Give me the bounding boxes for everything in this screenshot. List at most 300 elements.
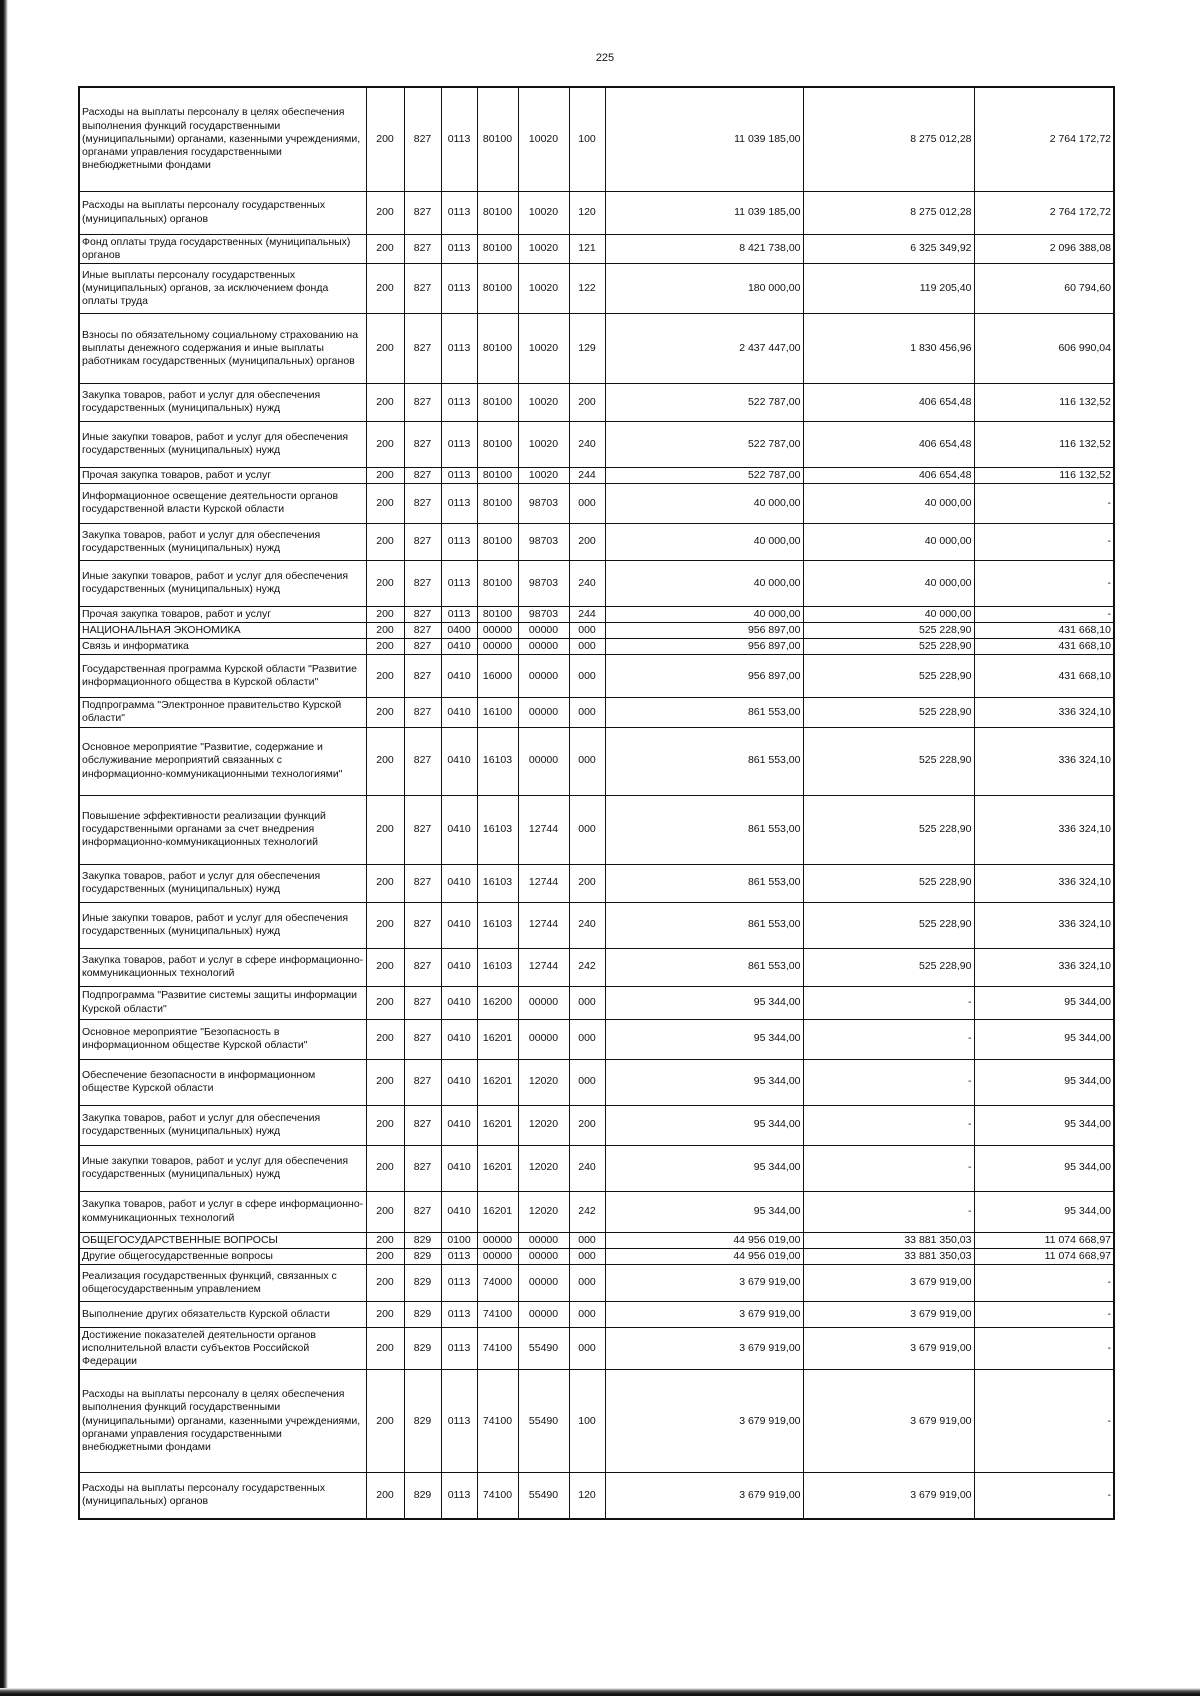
amount-remaining: 431 668,10 (974, 639, 1114, 655)
code-admin: 200 (366, 986, 404, 1019)
code-ministry: 829 (404, 1370, 441, 1473)
amount-plan: 522 787,00 (605, 467, 803, 483)
code-expense-type: 000 (569, 1059, 605, 1105)
code-program: 80100 (477, 560, 518, 606)
code-program: 80100 (477, 523, 518, 560)
code-ministry: 827 (404, 1191, 441, 1232)
code-direction: 10020 (518, 383, 569, 421)
code-admin: 200 (366, 948, 404, 986)
amount-remaining: 95 344,00 (974, 1145, 1114, 1191)
code-section: 0410 (441, 1105, 477, 1145)
code-expense-type: 100 (569, 1370, 605, 1473)
code-admin: 200 (366, 560, 404, 606)
table-row (79, 483, 1114, 523)
table-row (79, 1232, 1114, 1248)
code-ministry: 827 (404, 383, 441, 421)
code-admin: 200 (366, 1248, 404, 1264)
row-name: Прочая закупка товаров, работ и услуг (79, 606, 366, 622)
amount-remaining: 116 132,52 (974, 467, 1114, 483)
amount-executed: 33 881 350,03 (803, 1248, 974, 1264)
code-direction: 00000 (518, 1232, 569, 1248)
amount-executed: 525 228,90 (803, 655, 974, 698)
amount-remaining: 95 344,00 (974, 1105, 1114, 1145)
table-row (79, 639, 1114, 655)
row-name: Расходы на выплаты персоналу государственных (муниципальных) органов (79, 191, 366, 234)
code-expense-type: 200 (569, 864, 605, 902)
code-admin: 200 (366, 864, 404, 902)
code-expense-type: 000 (569, 1327, 605, 1369)
amount-plan: 861 553,00 (605, 795, 803, 864)
amount-executed: 406 654,48 (803, 467, 974, 483)
code-admin: 200 (366, 1264, 404, 1301)
code-direction: 98703 (518, 606, 569, 622)
code-section: 0113 (441, 1264, 477, 1301)
amount-executed: 3 679 919,00 (803, 1301, 974, 1327)
amount-plan: 3 679 919,00 (605, 1301, 803, 1327)
code-expense-type: 000 (569, 1019, 605, 1059)
amount-plan: 95 344,00 (605, 1145, 803, 1191)
code-admin: 200 (366, 1232, 404, 1248)
code-expense-type: 200 (569, 1105, 605, 1145)
code-admin: 200 (366, 902, 404, 948)
code-program: 74100 (477, 1327, 518, 1369)
code-direction: 00000 (518, 1301, 569, 1327)
amount-executed: 33 881 350,03 (803, 1232, 974, 1248)
code-expense-type: 242 (569, 1191, 605, 1232)
code-program: 16103 (477, 727, 518, 795)
amount-remaining: 336 324,10 (974, 698, 1114, 727)
row-name: Реализация государственных функций, связанных с общегосударственным управлением (79, 1264, 366, 1301)
code-program: 80100 (477, 606, 518, 622)
table-row (79, 948, 1114, 986)
code-ministry: 827 (404, 948, 441, 986)
code-ministry: 829 (404, 1301, 441, 1327)
amount-plan: 95 344,00 (605, 1191, 803, 1232)
amount-plan: 3 679 919,00 (605, 1370, 803, 1473)
row-name: Иные закупки товаров, работ и услуг для обеспечения государственных (муниципальных) нужд (79, 1145, 366, 1191)
row-name: Достижение показателей деятельности органов исполнительной власти субъектов Российской Федерации (79, 1327, 366, 1369)
code-program: 16201 (477, 1059, 518, 1105)
table-row (79, 383, 1114, 421)
code-ministry: 827 (404, 87, 441, 191)
code-ministry: 827 (404, 234, 441, 263)
code-admin: 200 (366, 623, 404, 639)
code-section: 0113 (441, 313, 477, 383)
amount-remaining: 95 344,00 (974, 1019, 1114, 1059)
code-expense-type: 000 (569, 795, 605, 864)
row-name: Иные закупки товаров, работ и услуг для обеспечения государственных (муниципальных) нужд (79, 421, 366, 467)
amount-remaining: - (974, 523, 1114, 560)
code-direction: 10020 (518, 87, 569, 191)
amount-executed: 3 679 919,00 (803, 1264, 974, 1301)
code-program: 16201 (477, 1145, 518, 1191)
code-expense-type: 100 (569, 87, 605, 191)
code-section: 0410 (441, 1059, 477, 1105)
code-ministry: 827 (404, 698, 441, 727)
code-program: 80100 (477, 467, 518, 483)
amount-remaining: 11 074 668,97 (974, 1232, 1114, 1248)
code-program: 00000 (477, 1248, 518, 1264)
code-expense-type: 000 (569, 639, 605, 655)
code-ministry: 827 (404, 1105, 441, 1145)
code-admin: 200 (366, 1301, 404, 1327)
code-direction: 00000 (518, 1264, 569, 1301)
amount-remaining: 116 132,52 (974, 421, 1114, 467)
amount-plan: 95 344,00 (605, 986, 803, 1019)
amount-plan: 3 679 919,00 (605, 1473, 803, 1519)
amount-plan: 956 897,00 (605, 639, 803, 655)
code-ministry: 827 (404, 606, 441, 622)
code-section: 0113 (441, 191, 477, 234)
code-direction: 00000 (518, 698, 569, 727)
code-program: 74100 (477, 1301, 518, 1327)
amount-executed: 40 000,00 (803, 523, 974, 560)
code-expense-type: 242 (569, 948, 605, 986)
amount-plan: 180 000,00 (605, 263, 803, 313)
table-row (79, 1191, 1114, 1232)
amount-executed: 119 205,40 (803, 263, 974, 313)
table-row (79, 467, 1114, 483)
code-ministry: 829 (404, 1327, 441, 1369)
code-direction: 00000 (518, 623, 569, 639)
amount-plan: 44 956 019,00 (605, 1248, 803, 1264)
code-expense-type: 240 (569, 902, 605, 948)
row-name: Подпрограмма "Развитие системы защиты информации Курской области" (79, 986, 366, 1019)
code-section: 0113 (441, 523, 477, 560)
table-row (79, 902, 1114, 948)
row-name: Повышение эффективности реализации функций государственными органами за счет внедрения информационно-коммуникационных технологий (79, 795, 366, 864)
code-admin: 200 (366, 698, 404, 727)
code-ministry: 829 (404, 1264, 441, 1301)
code-section: 0410 (441, 1191, 477, 1232)
code-expense-type: 240 (569, 560, 605, 606)
code-ministry: 827 (404, 864, 441, 902)
code-expense-type: 000 (569, 986, 605, 1019)
code-direction: 00000 (518, 1248, 569, 1264)
amount-executed: 525 228,90 (803, 902, 974, 948)
code-admin: 200 (366, 1473, 404, 1519)
row-name: Закупка товаров, работ и услуг для обеспечения государственных (муниципальных) нужд (79, 383, 366, 421)
code-ministry: 827 (404, 1145, 441, 1191)
table-row (79, 523, 1114, 560)
table-row (79, 623, 1114, 639)
amount-plan: 522 787,00 (605, 421, 803, 467)
code-expense-type: 121 (569, 234, 605, 263)
code-ministry: 827 (404, 523, 441, 560)
code-program: 80100 (477, 421, 518, 467)
table-row (79, 795, 1114, 864)
code-admin: 200 (366, 727, 404, 795)
code-section: 0113 (441, 87, 477, 191)
budget-table (78, 86, 1115, 1520)
code-program: 16000 (477, 655, 518, 698)
amount-plan: 40 000,00 (605, 483, 803, 523)
table-row (79, 698, 1114, 727)
code-direction: 98703 (518, 523, 569, 560)
code-admin: 200 (366, 383, 404, 421)
code-program: 16103 (477, 948, 518, 986)
table-row (79, 1248, 1114, 1264)
row-name: Выполнение других обязательств Курской области (79, 1301, 366, 1327)
code-direction: 00000 (518, 1019, 569, 1059)
code-program: 00000 (477, 639, 518, 655)
code-section: 0410 (441, 795, 477, 864)
code-ministry: 827 (404, 421, 441, 467)
row-name: Расходы на выплаты персоналу в целях обеспечения выполнения функций государственными (муниципальными) органами, казенными учреждениями, органами управления государственными внебюджетными фондами (79, 1370, 366, 1473)
code-admin: 200 (366, 421, 404, 467)
amount-plan: 861 553,00 (605, 948, 803, 986)
code-section: 0100 (441, 1232, 477, 1248)
amount-executed: - (803, 1191, 974, 1232)
row-name: Информационное освещение деятельности органов государственной власти Курской области (79, 483, 366, 523)
amount-plan: 95 344,00 (605, 1059, 803, 1105)
amount-plan: 861 553,00 (605, 902, 803, 948)
code-ministry: 829 (404, 1248, 441, 1264)
row-name: Закупка товаров, работ и услуг в сфере информационно-коммуникационных технологий (79, 1191, 366, 1232)
row-name: ОБЩЕГОСУДАРСТВЕННЫЕ ВОПРОСЫ (79, 1232, 366, 1248)
table-row (79, 655, 1114, 698)
row-name: Закупка товаров, работ и услуг для обеспечения государственных (муниципальных) нужд (79, 523, 366, 560)
code-section: 0113 (441, 1248, 477, 1264)
table-row (79, 727, 1114, 795)
row-name: Расходы на выплаты персоналу государственных (муниципальных) органов (79, 1473, 366, 1519)
amount-remaining: - (974, 1301, 1114, 1327)
amount-remaining: 2 096 388,08 (974, 234, 1114, 263)
code-section: 0113 (441, 421, 477, 467)
amount-plan: 11 039 185,00 (605, 87, 803, 191)
code-direction: 00000 (518, 639, 569, 655)
table-row (79, 560, 1114, 606)
table-row (79, 1327, 1114, 1369)
code-program: 16103 (477, 864, 518, 902)
code-expense-type: 122 (569, 263, 605, 313)
code-expense-type: 000 (569, 483, 605, 523)
row-name: Закупка товаров, работ и услуг для обеспечения государственных (муниципальных) нужд (79, 864, 366, 902)
row-name: Прочая закупка товаров, работ и услуг (79, 467, 366, 483)
amount-executed: 8 275 012,28 (803, 87, 974, 191)
code-section: 0410 (441, 639, 477, 655)
table-row (79, 263, 1114, 313)
code-admin: 200 (366, 467, 404, 483)
code-admin: 200 (366, 655, 404, 698)
code-admin: 200 (366, 191, 404, 234)
code-direction: 10020 (518, 467, 569, 483)
table-row (79, 1059, 1114, 1105)
row-name: Иные закупки товаров, работ и услуг для обеспечения государственных (муниципальных) нужд (79, 902, 366, 948)
code-program: 80100 (477, 234, 518, 263)
amount-remaining: 606 990,04 (974, 313, 1114, 383)
row-name: Основное мероприятие "Развитие, содержание и обслуживание мероприятий связанных с информационно-коммуникационными технологиями" (79, 727, 366, 795)
code-admin: 200 (366, 1191, 404, 1232)
code-ministry: 829 (404, 1473, 441, 1519)
code-direction: 12020 (518, 1145, 569, 1191)
amount-executed: 525 228,90 (803, 864, 974, 902)
code-program: 74000 (477, 1264, 518, 1301)
amount-executed: 40 000,00 (803, 606, 974, 622)
code-admin: 200 (366, 483, 404, 523)
code-admin: 200 (366, 1327, 404, 1369)
code-expense-type: 244 (569, 467, 605, 483)
table-row (79, 191, 1114, 234)
code-direction: 12744 (518, 902, 569, 948)
row-name: Государственная программа Курской области "Развитие информационного общества в Курской области" (79, 655, 366, 698)
code-section: 0113 (441, 383, 477, 421)
code-admin: 200 (366, 639, 404, 655)
table-row (79, 864, 1114, 902)
code-section: 0113 (441, 1473, 477, 1519)
amount-remaining: 431 668,10 (974, 655, 1114, 698)
code-ministry: 827 (404, 795, 441, 864)
amount-executed: 3 679 919,00 (803, 1370, 974, 1473)
code-section: 0410 (441, 655, 477, 698)
amount-executed: - (803, 1145, 974, 1191)
code-direction: 55490 (518, 1370, 569, 1473)
amount-remaining: - (974, 483, 1114, 523)
amount-remaining: - (974, 1473, 1114, 1519)
code-expense-type: 000 (569, 623, 605, 639)
amount-remaining: - (974, 1327, 1114, 1369)
amount-executed: 525 228,90 (803, 623, 974, 639)
amount-plan: 40 000,00 (605, 606, 803, 622)
amount-remaining: 2 764 172,72 (974, 191, 1114, 234)
code-ministry: 827 (404, 902, 441, 948)
row-name: Обеспечение безопасности в информационном обществе Курской области (79, 1059, 366, 1105)
code-expense-type: 129 (569, 313, 605, 383)
code-section: 0410 (441, 727, 477, 795)
amount-executed: 406 654,48 (803, 383, 974, 421)
code-expense-type: 000 (569, 727, 605, 795)
code-section: 0410 (441, 864, 477, 902)
code-direction: 12744 (518, 948, 569, 986)
amount-plan: 956 897,00 (605, 623, 803, 639)
code-ministry: 827 (404, 1019, 441, 1059)
code-direction: 12744 (518, 864, 569, 902)
amount-remaining: 116 132,52 (974, 383, 1114, 421)
row-name: Фонд оплаты труда государственных (муниципальных) органов (79, 234, 366, 263)
table-row (79, 1105, 1114, 1145)
code-section: 0410 (441, 1145, 477, 1191)
amount-plan: 8 421 738,00 (605, 234, 803, 263)
amount-executed: 525 228,90 (803, 698, 974, 727)
code-expense-type: 000 (569, 1301, 605, 1327)
code-direction: 55490 (518, 1327, 569, 1369)
amount-executed: 525 228,90 (803, 639, 974, 655)
code-program: 00000 (477, 1232, 518, 1248)
code-program: 16103 (477, 795, 518, 864)
row-name: Закупка товаров, работ и услуг для обеспечения государственных (муниципальных) нужд (79, 1105, 366, 1145)
code-expense-type: 120 (569, 1473, 605, 1519)
code-direction: 00000 (518, 986, 569, 1019)
code-section: 0410 (441, 1019, 477, 1059)
code-program: 74100 (477, 1473, 518, 1519)
code-program: 80100 (477, 483, 518, 523)
amount-executed: 3 679 919,00 (803, 1473, 974, 1519)
amount-plan: 522 787,00 (605, 383, 803, 421)
row-name: Закупка товаров, работ и услуг в сфере информационно-коммуникационных технологий (79, 948, 366, 986)
amount-plan: 11 039 185,00 (605, 191, 803, 234)
code-admin: 200 (366, 1059, 404, 1105)
code-expense-type: 000 (569, 1232, 605, 1248)
code-expense-type: 000 (569, 655, 605, 698)
table-row (79, 421, 1114, 467)
code-expense-type: 120 (569, 191, 605, 234)
amount-remaining: 336 324,10 (974, 727, 1114, 795)
code-direction: 10020 (518, 313, 569, 383)
code-section: 0410 (441, 948, 477, 986)
scan-left-edge (0, 0, 8, 1696)
amount-executed: - (803, 986, 974, 1019)
amount-remaining: 11 074 668,97 (974, 1248, 1114, 1264)
code-ministry: 827 (404, 467, 441, 483)
code-admin: 200 (366, 1145, 404, 1191)
code-admin: 200 (366, 795, 404, 864)
table-row (79, 1145, 1114, 1191)
amount-remaining: - (974, 560, 1114, 606)
code-admin: 200 (366, 1019, 404, 1059)
amount-remaining: - (974, 1370, 1114, 1473)
code-expense-type: 000 (569, 1248, 605, 1264)
code-ministry: 827 (404, 986, 441, 1019)
amount-plan: 861 553,00 (605, 727, 803, 795)
code-admin: 200 (366, 1370, 404, 1473)
code-program: 80100 (477, 313, 518, 383)
scan-bottom-edge (0, 1688, 1200, 1696)
amount-executed: 40 000,00 (803, 483, 974, 523)
amount-executed: - (803, 1059, 974, 1105)
table-row (79, 1473, 1114, 1519)
amount-plan: 3 679 919,00 (605, 1264, 803, 1301)
code-ministry: 827 (404, 313, 441, 383)
code-admin: 200 (366, 313, 404, 383)
code-direction: 98703 (518, 483, 569, 523)
amount-remaining: 95 344,00 (974, 1059, 1114, 1105)
amount-remaining: - (974, 1264, 1114, 1301)
code-expense-type: 200 (569, 383, 605, 421)
table-row (79, 606, 1114, 622)
code-direction: 12020 (518, 1059, 569, 1105)
code-ministry: 827 (404, 623, 441, 639)
amount-executed: 8 275 012,28 (803, 191, 974, 234)
code-admin: 200 (366, 87, 404, 191)
code-direction: 12020 (518, 1105, 569, 1145)
table-row (79, 1301, 1114, 1327)
amount-executed: 406 654,48 (803, 421, 974, 467)
row-name: Основное мероприятие "Безопасность в информационном обществе Курской области" (79, 1019, 366, 1059)
table-row (79, 986, 1114, 1019)
amount-plan: 2 437 447,00 (605, 313, 803, 383)
amount-remaining: 336 324,10 (974, 948, 1114, 986)
amount-remaining: 95 344,00 (974, 986, 1114, 1019)
table-row (79, 1264, 1114, 1301)
code-ministry: 827 (404, 263, 441, 313)
code-direction: 12744 (518, 795, 569, 864)
amount-executed: 40 000,00 (803, 560, 974, 606)
code-direction: 10020 (518, 234, 569, 263)
row-name: Взносы по обязательному социальному страхованию на выплаты денежного содержания и иные выплаты работникам государственных (муниципальных) органов (79, 313, 366, 383)
code-program: 16200 (477, 986, 518, 1019)
code-program: 16201 (477, 1019, 518, 1059)
code-admin: 200 (366, 523, 404, 560)
table-row (79, 87, 1114, 191)
code-ministry: 827 (404, 639, 441, 655)
code-admin: 200 (366, 234, 404, 263)
code-expense-type: 244 (569, 606, 605, 622)
amount-plan: 861 553,00 (605, 698, 803, 727)
amount-executed: 525 228,90 (803, 948, 974, 986)
amount-executed: 525 228,90 (803, 795, 974, 864)
code-program: 74100 (477, 1370, 518, 1473)
amount-plan: 95 344,00 (605, 1019, 803, 1059)
